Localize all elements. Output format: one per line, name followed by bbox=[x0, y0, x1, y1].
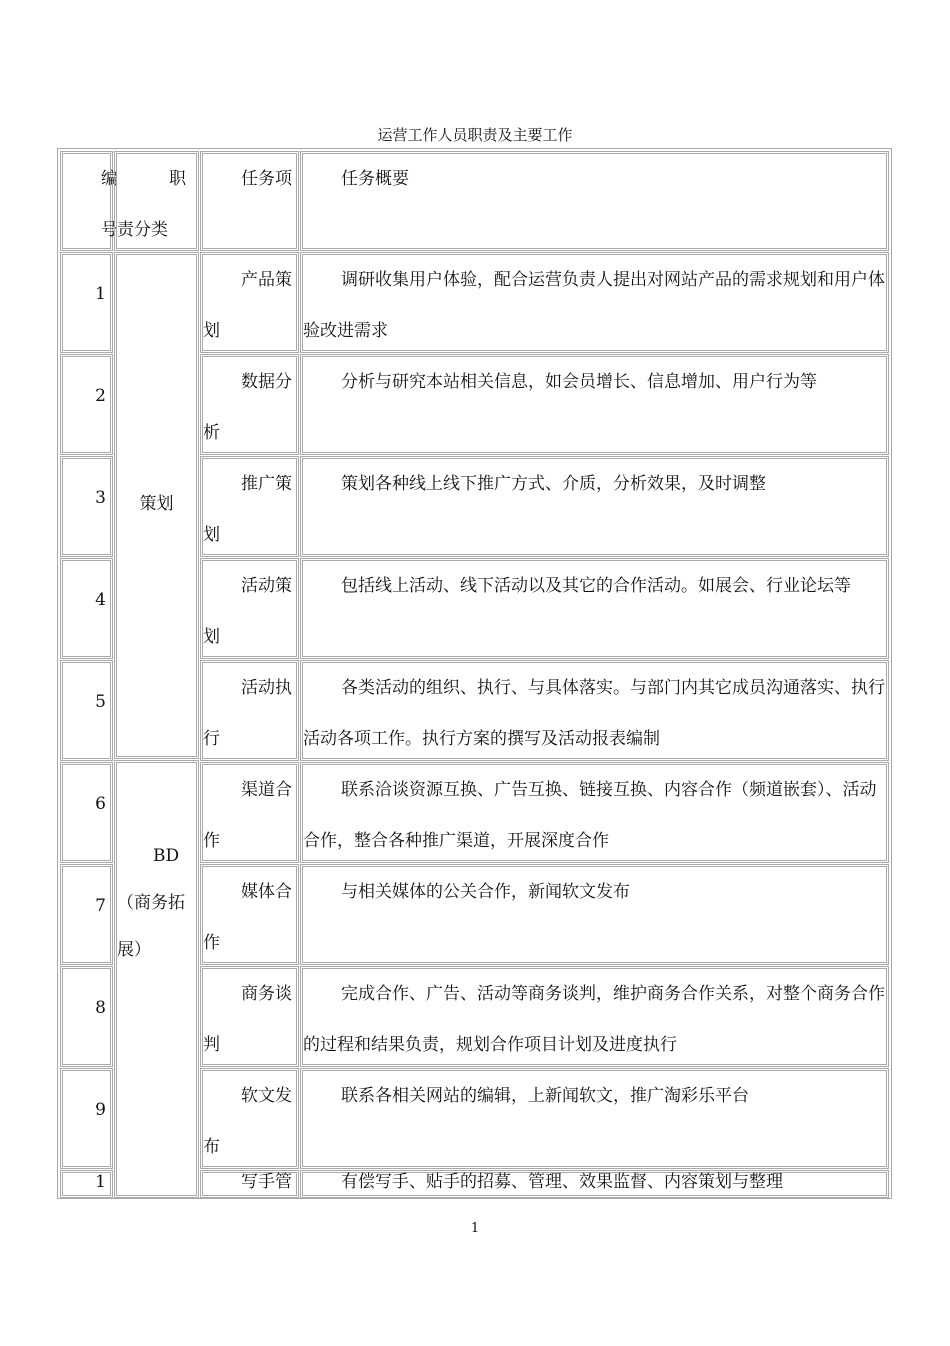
row-summary: 各类活动的组织、执行、与具体落实。与部门内其它成员沟通落实、执行活动各项工作。执行方案的撰写及活动报表编制 bbox=[303, 678, 885, 749]
row-no-cell bbox=[60, 354, 113, 455]
row-no-cell bbox=[60, 1068, 113, 1169]
row-task-cell bbox=[200, 966, 299, 1067]
row-summary-cell bbox=[300, 252, 889, 353]
row-number: 2 bbox=[95, 386, 106, 406]
row-summary-cell bbox=[300, 966, 889, 1067]
row-number: 7 bbox=[95, 896, 106, 916]
row-summary-cell bbox=[300, 1068, 889, 1169]
category-planning: 策划 bbox=[139, 494, 174, 514]
header-task: 任务项 bbox=[241, 169, 292, 189]
row-summary: 完成合作、广告、活动等商务谈判，维护商务合作关系，对整个商务合作的过程和结果负责，规划合作项目计划及进度执行 bbox=[303, 984, 885, 1055]
row-number: 5 bbox=[95, 692, 106, 712]
row-number: 6 bbox=[95, 794, 106, 814]
row-task-cell bbox=[200, 1170, 299, 1198]
header-category-cell bbox=[114, 151, 199, 251]
row-summary-cell bbox=[300, 456, 889, 557]
row-no-cell bbox=[60, 456, 113, 557]
row-number: 1 bbox=[95, 1172, 106, 1192]
row-summary: 分析与研究本站相关信息，如会员增长、信息增加、用户行为等 bbox=[341, 372, 817, 392]
row-no-cell bbox=[60, 558, 113, 659]
row-task-cell bbox=[200, 660, 299, 761]
row-summary-cell bbox=[300, 660, 889, 761]
row-task-cell bbox=[200, 252, 299, 353]
row-task-cell bbox=[200, 864, 299, 965]
row-task-cell bbox=[200, 558, 299, 659]
row-task: 写手管 bbox=[241, 1172, 292, 1192]
row-summary: 与相关媒体的公关合作，新闻软文发布 bbox=[341, 882, 630, 902]
category-cell-bd bbox=[114, 760, 199, 1198]
row-summary-cell bbox=[300, 1170, 889, 1198]
document-title: 运营工作人员职责及主要工作 bbox=[377, 126, 573, 144]
row-task: 活动执行 bbox=[203, 678, 292, 749]
header-no: 编号 bbox=[101, 169, 118, 240]
row-no-cell bbox=[60, 660, 113, 761]
row-task: 活动策划 bbox=[203, 576, 292, 647]
row-task: 媒体合作 bbox=[203, 882, 292, 953]
row-summary: 调研收集用户体验，配合运营负责人提出对网站产品的需求规划和用户体验改进需求 bbox=[303, 270, 885, 341]
row-no-cell bbox=[60, 864, 113, 965]
duties-table bbox=[57, 148, 892, 1199]
row-task: 软文发布 bbox=[203, 1086, 292, 1157]
header-no-cell bbox=[60, 151, 118, 251]
row-number: 1 bbox=[95, 284, 106, 304]
category-bd: BD（商务拓展） bbox=[117, 846, 185, 960]
row-task-cell bbox=[200, 456, 299, 557]
row-task: 数据分析 bbox=[203, 372, 292, 443]
header-summary: 任务概要 bbox=[341, 169, 409, 189]
row-number: 4 bbox=[95, 590, 106, 610]
row-summary-cell bbox=[300, 558, 889, 659]
row-summary: 联系洽谈资源互换、广告互换、链接互换、内容合作（频道嵌套）、活动合作，整合各种推广渠道，开展深度合作 bbox=[303, 780, 877, 851]
row-number: 3 bbox=[95, 488, 106, 508]
row-number: 9 bbox=[95, 1100, 106, 1120]
row-task-cell bbox=[200, 762, 299, 863]
page-number: 1 bbox=[470, 1221, 480, 1236]
row-task: 商务谈判 bbox=[203, 984, 292, 1055]
header-task-cell bbox=[200, 151, 299, 251]
row-task-cell bbox=[200, 1068, 299, 1169]
row-no-cell bbox=[60, 252, 113, 353]
row-summary: 有偿写手、贴手的招募、管理、效果监督、内容策划与整理 bbox=[341, 1172, 783, 1192]
row-no-cell bbox=[60, 1170, 113, 1198]
row-no-cell bbox=[60, 966, 113, 1067]
row-no-cell bbox=[60, 762, 113, 863]
row-task: 推广策划 bbox=[203, 474, 292, 545]
row-summary-cell bbox=[300, 354, 889, 455]
row-task-cell bbox=[200, 354, 299, 455]
header-category: 职责分类 bbox=[117, 169, 186, 240]
category-cell-planning bbox=[114, 252, 199, 759]
header-summary-cell bbox=[300, 151, 889, 251]
row-summary: 策划各种线上线下推广方式、介质，分析效果，及时调整 bbox=[341, 474, 766, 494]
row-summary: 包括线上活动、线下活动以及其它的合作活动。如展会、行业论坛等 bbox=[341, 576, 851, 596]
row-number: 8 bbox=[95, 998, 106, 1018]
row-task: 产品策划 bbox=[203, 270, 292, 341]
row-task: 渠道合作 bbox=[203, 780, 292, 851]
row-summary-cell bbox=[300, 762, 889, 863]
row-summary: 联系各相关网站的编辑，上新闻软文，推广淘彩乐平台 bbox=[341, 1086, 749, 1106]
row-summary-cell bbox=[300, 864, 889, 965]
